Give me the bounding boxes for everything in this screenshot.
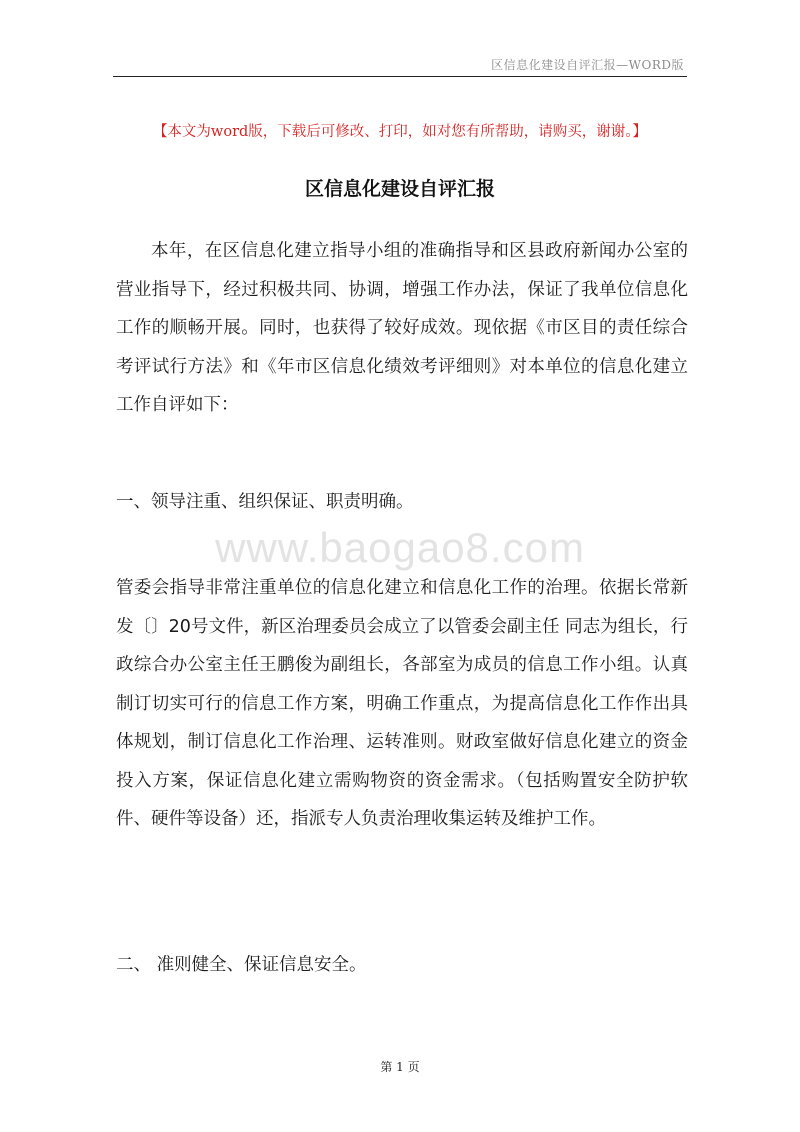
header-divider	[113, 76, 687, 77]
purchase-notice: 【本文为word版，下载后可修改、打印，如对您有所帮助，请购买，谢谢。】	[152, 124, 648, 140]
paragraph-intro: 本年，在区信息化建立指导小组的准确指导和区县政府新闻办公室的营业指导下，经过积极共同、协调，增强工作办法，保证了我单位信息化工作的顺畅开展。同时，也获得了较好成效。现依据《市区目的责任综合考评试行方法》和《年市区信息化绩效考评细则》对本单位的信息化建立工作自评如下：	[116, 241, 688, 415]
section-heading-2: 二、 准则健全、保证信息安全。	[116, 955, 367, 975]
watermark: www.baogao8.com	[215, 524, 585, 571]
paragraph-section-1: 管委会指导非常注重单位的信息化建立和信息化工作的治理。依据长常新发〔〕20号文件，新区治理委员会成立了以管委会副主任 同志为组长，行政综合办公室主任王鹏俊为副组长，各部室为成员的信息工作小组。认真制订切实可行的信息工作方案，明确工作重点，为提高信息化工作作出具体规划，制订信息化工作治理、运转准则。财政室做好信息化建立的资金投入方案，保证信息化建立需购物资的资金需求。（包括购置安全防护软件、硬件等设备）还，指派专人负责治理收集运转及维护工作。	[116, 578, 688, 829]
running-header: 区信息化建设自评汇报—WORD版	[491, 58, 684, 72]
document-title: 区信息化建设自评汇报	[304, 178, 495, 200]
page-number: 第 1 页	[380, 1060, 420, 1074]
section-heading-1: 一、领导注重、组织保证、职责明确。	[116, 492, 414, 512]
